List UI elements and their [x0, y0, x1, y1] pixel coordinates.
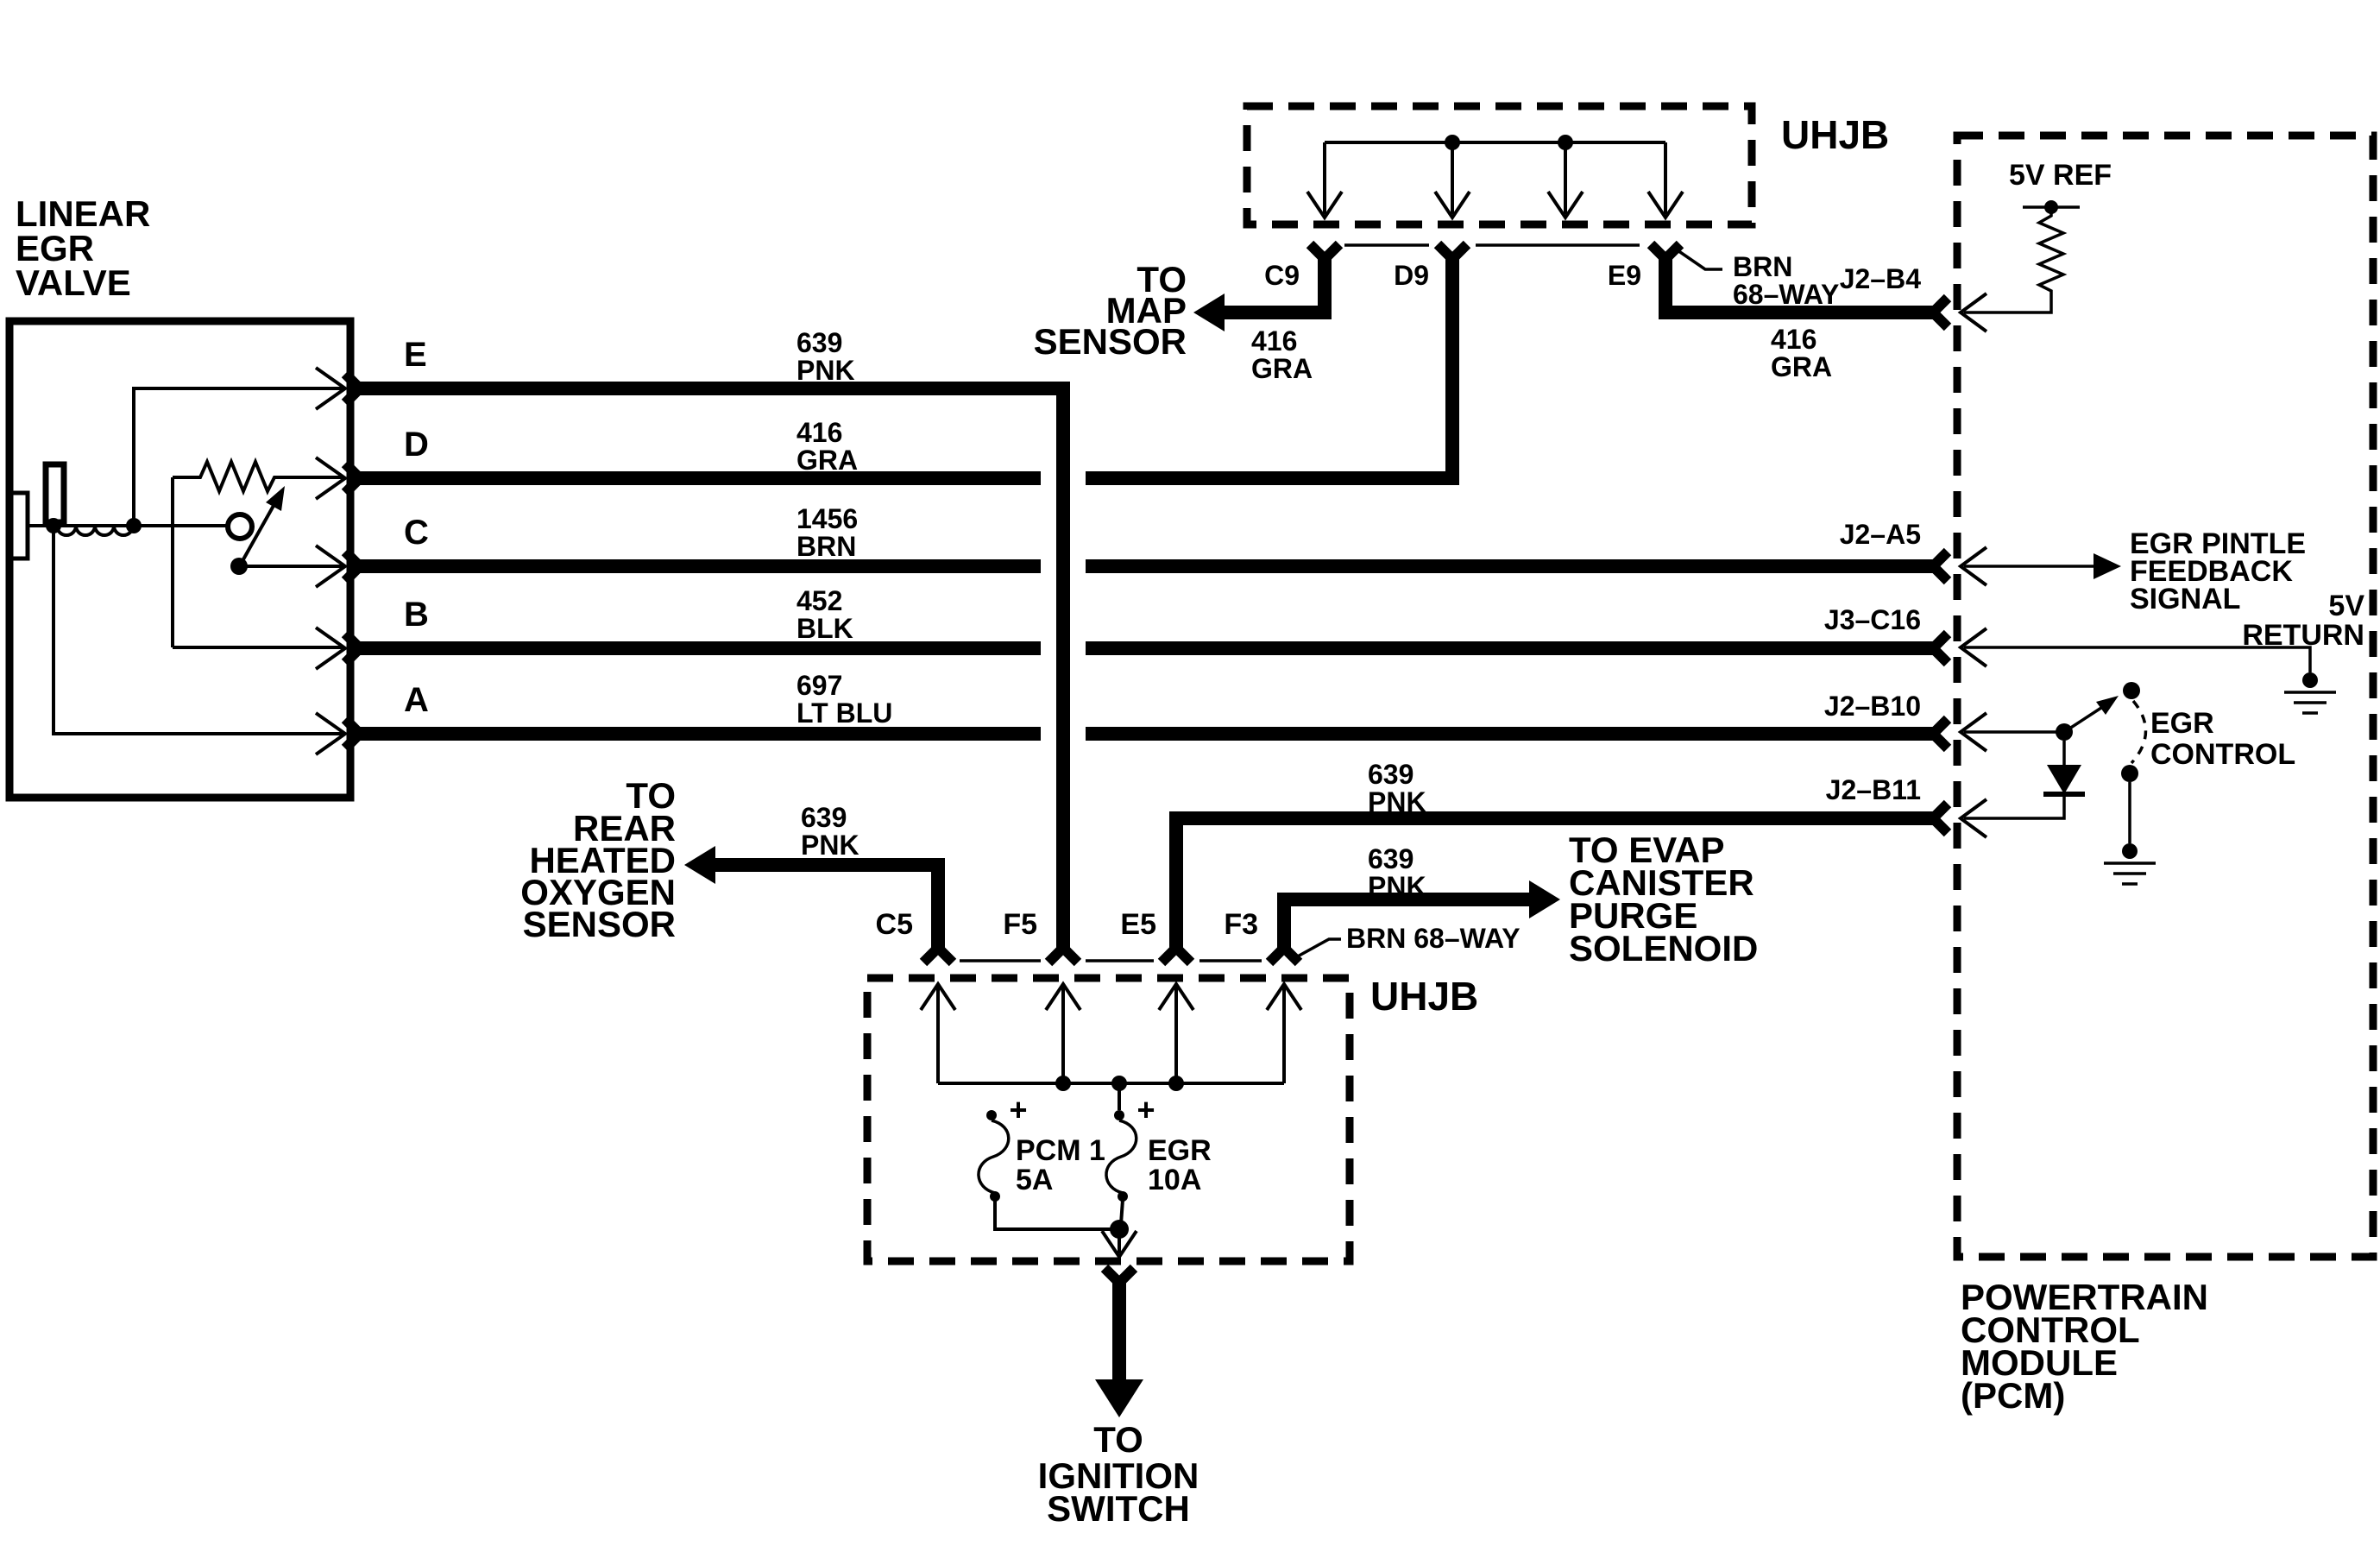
wire-label: PNK: [1368, 786, 1426, 817]
junction-dot: [1168, 1076, 1184, 1091]
dest-map-line1: TO: [1136, 259, 1187, 300]
pin-label-d: D: [404, 426, 429, 464]
terminal-fork-icon: [1933, 298, 1948, 327]
dest-ignition-line2: IGNITION: [1037, 1455, 1199, 1496]
valve-title-line1: LINEAR: [16, 193, 151, 234]
return-label-line1: 5V: [2328, 590, 2364, 622]
bottom-ujb-label: UHJB: [1370, 974, 1479, 1019]
fuse-end-dot: [1114, 1110, 1124, 1120]
wire-label: 639: [801, 802, 847, 833]
fuse-rating: 5A: [1016, 1164, 1054, 1196]
switch-arm: [2064, 706, 2104, 732]
valve-title-line3: VALVE: [16, 262, 131, 303]
switch-arrowhead-icon: [2096, 696, 2119, 715]
wire-label: BLK: [796, 613, 853, 644]
egr-control-label-line2: CONTROL: [2150, 738, 2296, 771]
wire-label: GRA: [1771, 351, 1833, 382]
contact-dot: [2123, 682, 2140, 699]
pin-label-b: B: [404, 596, 429, 634]
top-underhood-junction-block: [1247, 106, 1889, 310]
ref-feed-branch: [1665, 259, 1948, 382]
pcm-outline: [1957, 136, 2373, 1257]
dest-evap-line3: PURGE: [1569, 895, 1698, 936]
dest-hos-line1: TO: [626, 775, 676, 816]
wire-label: GRA: [796, 445, 859, 476]
fuse-rating: 10A: [1148, 1164, 1202, 1196]
bottom-underhood-junction-block: [867, 908, 1521, 1261]
dest-hos-line2: REAR: [572, 808, 676, 849]
contact-dot: [2121, 765, 2138, 782]
top-ujb-outline: [1247, 106, 1752, 224]
dest-hos-line4: OXYGEN: [520, 872, 676, 912]
valve-position-sensor-element: [11, 493, 28, 558]
powertrain-control-module: [1824, 136, 2373, 1416]
terminal-fork-icon: [1651, 244, 1680, 259]
terminal-label-e5: E5: [1120, 908, 1156, 941]
wire-label: 639: [1368, 843, 1414, 874]
egr-control-label-line1: EGR: [2150, 707, 2214, 740]
callout-pointer-line: [1678, 250, 1722, 269]
motor-symbol: [228, 514, 252, 539]
dest-ignition-line3: SWITCH: [1047, 1488, 1190, 1529]
terminal-fork-icon: [1933, 552, 1948, 581]
terminal-fork-icon: [1438, 244, 1467, 259]
fuse-pcm1: [979, 1092, 1105, 1202]
fuse-name: PCM 1: [1016, 1134, 1105, 1167]
callout-pointer-line: [1294, 939, 1341, 958]
ref-pullup-circuit: [1964, 159, 2112, 312]
terminal-fork-icon: [1105, 1268, 1134, 1283]
fuse-polarity: +: [1009, 1092, 1028, 1127]
dest-map-line2: MAP: [1105, 290, 1187, 331]
terminal-fork-icon: [1162, 948, 1191, 962]
fuse-element-icon: [1106, 1120, 1136, 1193]
pcm-pin-label-j3c16: J3–C16: [1823, 604, 1921, 635]
terminal-label-d9: D9: [1394, 260, 1429, 291]
fuse-element-icon: [979, 1120, 1009, 1193]
wire-label: LT BLU: [796, 697, 893, 729]
pintle-label-line2: FEEDBACK: [2130, 555, 2293, 588]
pin-label-c: C: [404, 514, 429, 552]
wire-label: 416: [796, 417, 843, 448]
pcm-title-line1: POWERTRAIN: [1961, 1277, 2208, 1317]
pin-e-inner-line: [134, 388, 343, 526]
wire-label: PNK: [796, 355, 855, 386]
dest-map-line3: SENSOR: [1033, 321, 1187, 362]
return-label-line2: RETURN: [2242, 619, 2364, 652]
pullup-resistor: [1964, 207, 2063, 312]
diode-icon: [2047, 765, 2081, 794]
arrow-left-icon: [684, 846, 715, 884]
terminal-label-f5: F5: [1003, 908, 1037, 941]
dest-evap-line1: TO EVAP: [1569, 830, 1725, 870]
pcm-pin-label-j2a5: J2–A5: [1839, 519, 1921, 550]
dest-evap-line4: SOLENOID: [1569, 928, 1759, 969]
wire-label: PNK: [801, 830, 859, 861]
dest-hos-line5: SENSOR: [522, 904, 676, 944]
pcm-title-line3: MODULE: [1961, 1342, 2118, 1383]
fuse-egr: [1106, 1092, 1212, 1202]
valve-pintle-element: [46, 464, 64, 522]
fuse-output-line: [995, 1200, 1113, 1229]
wire-label: 1456: [796, 503, 859, 534]
pot-resistor: [173, 462, 343, 491]
terminal-fork-icon: [1269, 948, 1299, 962]
connector-callout: BRN 68–WAY: [1346, 923, 1521, 954]
ground-dot: [2302, 672, 2318, 688]
connector-callout-line1: BRN: [1733, 251, 1793, 282]
dest-ignition-line1: TO: [1093, 1419, 1143, 1460]
ground-dot: [2122, 843, 2138, 859]
dest-evap-line2: CANISTER: [1569, 862, 1754, 903]
terminal-label-c5: C5: [875, 908, 913, 941]
pcm-pin-label-j2b11: J2–B11: [1825, 774, 1921, 805]
ground-symbol-icon: [2104, 843, 2156, 884]
pin-a-inner-line: [54, 526, 343, 734]
wire-label: BRN: [796, 531, 857, 562]
terminal-fork-icon: [1933, 634, 1948, 663]
connector-callout-line2: 68–WAY: [1733, 279, 1840, 310]
wire-label: GRA: [1251, 353, 1313, 384]
pintle-feedback-circuit: [1964, 527, 2306, 615]
valve-title-line2: EGR: [16, 228, 95, 268]
wire-label: 416: [1251, 325, 1298, 357]
pin-label-a: A: [404, 681, 429, 719]
pintle-label-line3: SIGNAL: [2130, 583, 2241, 615]
terminal-label-e9: E9: [1607, 260, 1641, 291]
pcm-pin-label-j2b10: J2–B10: [1823, 691, 1921, 722]
ref-label: 5V REF: [2009, 159, 2112, 192]
terminal-label-f3: F3: [1224, 908, 1258, 941]
junction-dot: [1055, 1076, 1071, 1091]
terminal-fork-icon: [1310, 244, 1339, 259]
pintle-label-line1: EGR PINTLE: [2130, 527, 2307, 560]
linear-egr-valve: [9, 193, 429, 798]
arrow-left-icon: [1193, 293, 1225, 331]
wire-label: 416: [1771, 324, 1817, 355]
switch-travel-arc: [2131, 701, 2146, 763]
wire-label: 697: [796, 670, 843, 701]
pcm-title-line2: CONTROL: [1961, 1309, 2140, 1350]
terminal-fork-icon: [1933, 719, 1948, 748]
pcm-pin-label-j2b4: J2–B4: [1839, 263, 1921, 294]
wire-label: 639: [796, 327, 843, 358]
ignition-feed: [1038, 1268, 1199, 1529]
arrow-right-icon: [1529, 880, 1560, 918]
arrow-right-icon: [2094, 553, 2121, 579]
terminal-label-c9: C9: [1264, 260, 1300, 291]
wire-label: PNK: [1368, 871, 1426, 902]
pin-label-e: E: [404, 336, 427, 374]
egr-control-driver: [1964, 682, 2295, 884]
wire-label: 639: [1368, 759, 1414, 790]
wire-label: 452: [796, 585, 843, 616]
valve-outline: [9, 321, 350, 798]
arrow-down-icon: [1095, 1379, 1143, 1417]
pcm-title-line4: (PCM): [1961, 1375, 2066, 1416]
terminal-fork-icon: [1048, 948, 1078, 962]
fuse-end-dot: [986, 1110, 997, 1120]
top-ujb-label: UHJB: [1781, 112, 1890, 157]
fuse-polarity: +: [1136, 1092, 1155, 1127]
ground-symbol-icon: [2284, 672, 2336, 713]
terminal-fork-icon: [1933, 804, 1948, 833]
fuse-name: EGR: [1148, 1134, 1212, 1167]
terminal-fork-icon: [923, 948, 953, 962]
dest-hos-line3: HEATED: [529, 840, 676, 880]
